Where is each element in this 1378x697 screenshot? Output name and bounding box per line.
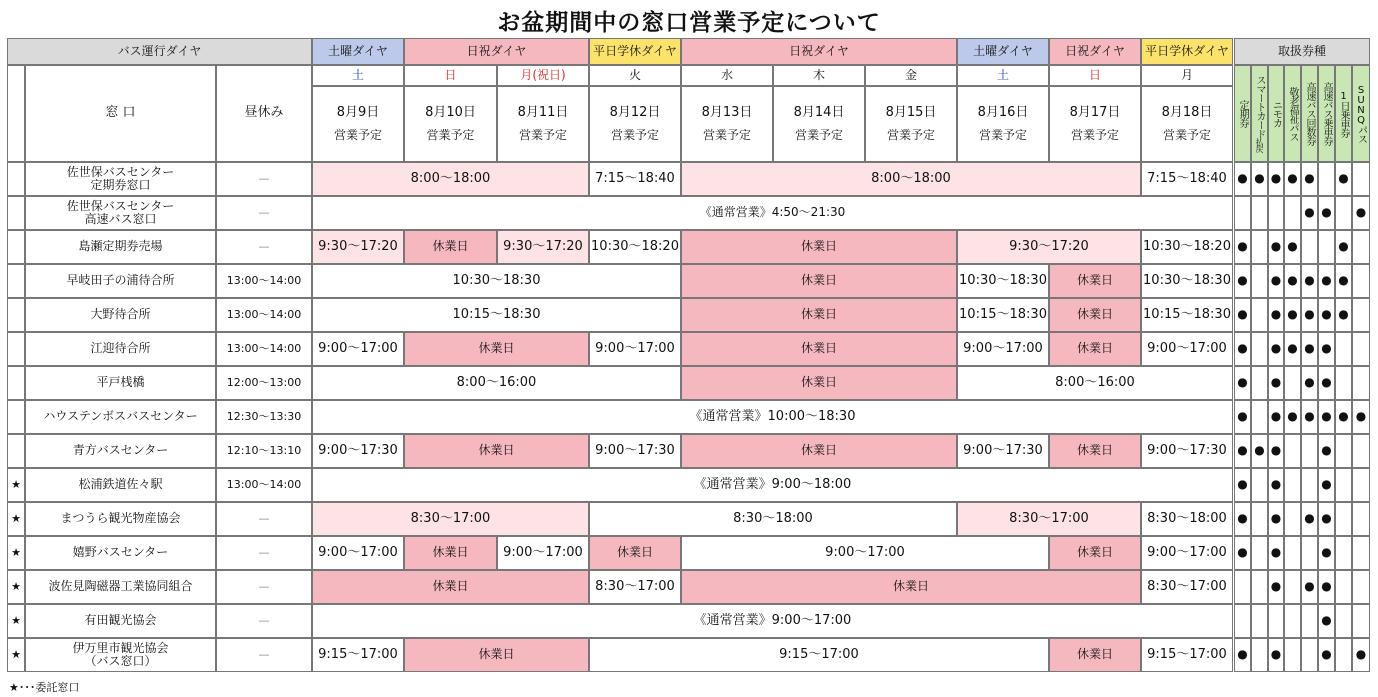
ticket-unavailable: [1234, 570, 1251, 604]
business-plan-label: 営業予定: [333, 127, 382, 142]
ticket-unavailable: [1251, 298, 1268, 332]
hours-cell: 8:30～18:00: [1141, 502, 1233, 536]
ticket-unavailable: [1251, 400, 1268, 434]
ticket-unavailable: [1251, 196, 1268, 230]
ticket-unavailable: [1335, 366, 1352, 400]
day-header: [957, 86, 1049, 162]
hours-cell: 9:30～17:20: [497, 230, 589, 264]
ticket-unavailable: [1251, 366, 1268, 400]
diagram-band: 土曜ダイヤ: [957, 38, 1049, 65]
lunch-break: —: [216, 604, 312, 638]
consignment-star: [7, 298, 25, 332]
ticket-unavailable: [1251, 230, 1268, 264]
ticket-unavailable: [1284, 196, 1301, 230]
day-header: [1141, 86, 1233, 162]
consignment-star: ★: [7, 570, 25, 604]
ticket-unavailable: [1335, 502, 1352, 536]
ticket-available-dot: ●: [1268, 162, 1284, 196]
ticket-unavailable: [1284, 366, 1301, 400]
window-name: 佐世保バスセンター 高速バス窓口: [25, 196, 216, 230]
ticket-unavailable: [1284, 536, 1301, 570]
hours-cell: 10:30～18:20: [589, 230, 681, 264]
ticket-available-dot: ●: [1284, 264, 1301, 298]
ticket-unavailable: [1352, 434, 1370, 468]
lunch-header: 昼休み: [216, 65, 312, 162]
ticket-available-dot: ●: [1284, 162, 1301, 196]
ticket-available-dot: ●: [1284, 400, 1301, 434]
ticket-available-dot: ●: [1234, 230, 1251, 264]
lunch-break: 12:00～13:00: [216, 366, 312, 400]
ticket-available-dot: ●: [1335, 264, 1352, 298]
day-header: [497, 86, 589, 162]
hours-cell: 《通常営業》4:50～21:30: [312, 196, 1233, 230]
ticket-unavailable: [1335, 468, 1352, 502]
ticket-unavailable: [1251, 638, 1268, 672]
weekday-label: 木: [773, 65, 865, 86]
ticket-unavailable: [1352, 230, 1370, 264]
lunch-break: —: [216, 638, 312, 672]
hours-cell: 8:30～18:00: [589, 502, 957, 536]
business-plan-label: 営業予定: [1070, 127, 1119, 142]
closed-day-cell: 休業日: [404, 536, 497, 570]
ticket-unavailable: [1335, 196, 1352, 230]
ticket-available-dot: ●: [1335, 162, 1352, 196]
ticket-unavailable: [1352, 298, 1370, 332]
ticket-available-dot: ●: [1301, 570, 1318, 604]
window-name: ハウステンボスバスセンター: [25, 400, 216, 434]
consignment-star: [7, 162, 25, 196]
ticket-unavailable: [1335, 638, 1352, 672]
weekday-label: 火: [589, 65, 681, 86]
ticket-available-dot: ●: [1268, 502, 1284, 536]
ticket-available-dot: ●: [1268, 366, 1284, 400]
ticket-unavailable: [1335, 332, 1352, 366]
ticket-available-dot: ●: [1335, 230, 1352, 264]
ticket-available-dot: ●: [1268, 298, 1284, 332]
closed-day-cell: 休業日: [681, 298, 957, 332]
consignment-star: [7, 366, 25, 400]
ticket-available-dot: ●: [1318, 434, 1335, 468]
ticket-available-dot: ●: [1284, 230, 1301, 264]
ticket-type-label: 1日乗車券: [1338, 90, 1349, 137]
hours-cell: 8:00～18:00: [681, 162, 1141, 196]
hours-cell: 8:00～18:00: [312, 162, 589, 196]
ticket-available-dot: ●: [1251, 162, 1268, 196]
window-name: 嬉野バスセンター: [25, 536, 216, 570]
hours-cell: 9:00～17:30: [1141, 434, 1233, 468]
ticket-type-label: 敬老福祉パス: [1287, 86, 1298, 141]
business-plan-label: 営業予定: [794, 127, 843, 142]
closed-day-cell: 休業日: [1049, 332, 1141, 366]
closed-day-cell: 休業日: [404, 230, 497, 264]
handled-tickets-header: 取扱券種: [1234, 38, 1370, 65]
ticket-available-dot: ●: [1268, 434, 1284, 468]
hours-cell: 7:15～18:40: [589, 162, 681, 196]
ticket-type-label: スマートカード払戻: [1254, 75, 1265, 152]
ticket-available-dot: ●: [1301, 502, 1318, 536]
bus-schedule-header: バス運行ダイヤ: [7, 38, 312, 65]
date-label: 8月12日: [609, 105, 661, 121]
closed-day-cell: 休業日: [1049, 298, 1141, 332]
ticket-available-dot: ●: [1301, 162, 1318, 196]
ticket-available-dot: ●: [1234, 332, 1251, 366]
ticket-unavailable: [1318, 162, 1335, 196]
business-plan-label: 営業予定: [1162, 127, 1211, 142]
ticket-unavailable: [1352, 468, 1370, 502]
page-title: お盆期間中の窓口営業予定について: [497, 10, 881, 36]
window-name: 大野待合所: [25, 298, 216, 332]
ticket-unavailable: [1352, 604, 1370, 638]
closed-day-cell: 休業日: [589, 536, 681, 570]
lunch-break: —: [216, 162, 312, 196]
consignment-star: ★: [7, 468, 25, 502]
hours-cell: 9:00～17:00: [1141, 332, 1233, 366]
ticket-available-dot: ●: [1234, 264, 1251, 298]
ticket-available-dot: ●: [1352, 638, 1370, 672]
ticket-unavailable: [1251, 264, 1268, 298]
date-label: 8月18日: [1161, 105, 1213, 121]
ticket-type-header: [1318, 65, 1335, 162]
ticket-unavailable: [1284, 468, 1301, 502]
business-plan-label: 営業予定: [886, 127, 935, 142]
window-name: 伊万里市観光協会 （バス窓口）: [25, 638, 216, 672]
date-label: 8月11日: [517, 105, 569, 121]
ticket-available-dot: ●: [1234, 400, 1251, 434]
ticket-type-header: [1335, 65, 1352, 162]
ticket-type-label: 定期券: [1237, 100, 1248, 127]
hours-cell: 9:00～17:00: [312, 332, 404, 366]
hours-cell: 《通常営業》9:00～18:00: [312, 468, 1233, 502]
ticket-unavailable: [1284, 434, 1301, 468]
hours-cell: 8:30～17:00: [312, 502, 589, 536]
diagram-band: 日祝ダイヤ: [681, 38, 957, 65]
hours-cell: 10:15～18:30: [312, 298, 681, 332]
ticket-available-dot: ●: [1352, 196, 1370, 230]
hours-cell: 10:15～18:30: [957, 298, 1049, 332]
ticket-unavailable: [1352, 162, 1370, 196]
weekday-label: 月: [1141, 65, 1233, 86]
ticket-available-dot: ●: [1234, 366, 1251, 400]
ticket-available-dot: ●: [1268, 230, 1284, 264]
ticket-unavailable: [1284, 604, 1301, 638]
closed-day-cell: 休業日: [1049, 638, 1141, 672]
hours-cell: 9:00～17:00: [312, 536, 404, 570]
ticket-unavailable: [1352, 570, 1370, 604]
ticket-unavailable: [1301, 536, 1318, 570]
hours-cell: 10:30～18:20: [1141, 230, 1233, 264]
date-label: 8月9日: [336, 105, 380, 121]
ticket-available-dot: ●: [1234, 162, 1251, 196]
weekday-label: 土: [312, 65, 404, 86]
diagram-band: 平日学休ダイヤ: [1141, 38, 1233, 65]
hours-cell: 8:00～16:00: [957, 366, 1233, 400]
lunch-break: 12:10～13:10: [216, 434, 312, 468]
hours-cell: 8:30～17:00: [1141, 570, 1233, 604]
ticket-available-dot: ●: [1301, 264, 1318, 298]
closed-day-cell: 休業日: [681, 264, 957, 298]
lunch-break: 13:00～14:00: [216, 298, 312, 332]
closed-day-cell: 休業日: [681, 366, 957, 400]
ticket-type-header: [1251, 65, 1268, 162]
ticket-type-header: [1234, 65, 1251, 162]
window-name: 早岐田子の浦待合所: [25, 264, 216, 298]
ticket-available-dot: ●: [1234, 536, 1251, 570]
ticket-available-dot: ●: [1284, 332, 1301, 366]
consignment-star: [7, 434, 25, 468]
ticket-available-dot: ●: [1251, 434, 1268, 468]
business-plan-label: 営業予定: [610, 127, 659, 142]
hours-cell: 10:15～18:30: [1141, 298, 1233, 332]
closed-day-cell: 休業日: [1049, 264, 1141, 298]
window-name: 波佐見陶磁器工業協同組合: [25, 570, 216, 604]
window-name: 佐世保バスセンター 定期券窓口: [25, 162, 216, 196]
weekday-label: 水: [681, 65, 773, 86]
ticket-available-dot: ●: [1318, 264, 1335, 298]
consignment-star: [7, 400, 25, 434]
diagram-band: 日祝ダイヤ: [1049, 38, 1141, 65]
window-name: 江迎待合所: [25, 332, 216, 366]
lunch-break: 13:00～14:00: [216, 332, 312, 366]
ticket-unavailable: [1301, 638, 1318, 672]
hours-cell: 9:15～17:00: [312, 638, 404, 672]
ticket-available-dot: ●: [1318, 196, 1335, 230]
ticket-unavailable: [1284, 570, 1301, 604]
ticket-unavailable: [1301, 434, 1318, 468]
ticket-type-header: [1301, 65, 1318, 162]
consignment-star: [7, 264, 25, 298]
ticket-available-dot: ●: [1318, 468, 1335, 502]
ticket-type-label: SUNQパス: [1355, 84, 1367, 143]
ticket-available-dot: ●: [1284, 298, 1301, 332]
ticket-available-dot: ●: [1268, 536, 1284, 570]
hours-cell: 8:00～16:00: [312, 366, 681, 400]
window-header: 窓 口: [25, 65, 216, 162]
date-label: 8月17日: [1069, 105, 1121, 121]
ticket-available-dot: ●: [1318, 332, 1335, 366]
ticket-unavailable: [1301, 230, 1318, 264]
ticket-available-dot: ●: [1268, 638, 1284, 672]
window-name: 青方バスセンター: [25, 434, 216, 468]
window-name: 有田観光協会: [25, 604, 216, 638]
ticket-available-dot: ●: [1301, 332, 1318, 366]
ticket-available-dot: ●: [1318, 570, 1335, 604]
hours-cell: 《通常営業》9:00～17:00: [312, 604, 1233, 638]
ticket-unavailable: [1251, 332, 1268, 366]
ticket-unavailable: [1352, 332, 1370, 366]
ticket-available-dot: ●: [1268, 468, 1284, 502]
ticket-unavailable: [1335, 570, 1352, 604]
ticket-unavailable: [1301, 468, 1318, 502]
hours-cell: 9:00～17:00: [1141, 536, 1233, 570]
hours-cell: 9:00～17:00: [957, 332, 1049, 366]
lunch-break: —: [216, 570, 312, 604]
ticket-available-dot: ●: [1301, 400, 1318, 434]
consignment-star: ★: [7, 536, 25, 570]
ticket-type-header: [1268, 65, 1284, 162]
consignment-star: [7, 196, 25, 230]
weekday-label: 日: [1049, 65, 1141, 86]
day-header: [404, 86, 497, 162]
ticket-available-dot: ●: [1318, 638, 1335, 672]
ticket-unavailable: [1301, 604, 1318, 638]
ticket-unavailable: [1335, 604, 1352, 638]
weekday-label: 日: [404, 65, 497, 86]
ticket-unavailable: [1234, 196, 1251, 230]
ticket-unavailable: [1352, 264, 1370, 298]
closed-day-cell: 休業日: [681, 332, 957, 366]
ticket-available-dot: ●: [1352, 400, 1370, 434]
ticket-available-dot: ●: [1268, 264, 1284, 298]
ticket-available-dot: ●: [1301, 298, 1318, 332]
consignment-star: ★: [7, 604, 25, 638]
hours-cell: 9:00～17:30: [957, 434, 1049, 468]
ticket-type-header: [1284, 65, 1301, 162]
consignment-star: ★: [7, 502, 25, 536]
closed-day-cell: 休業日: [681, 434, 957, 468]
hours-cell: 10:30～18:30: [312, 264, 681, 298]
ticket-unavailable: [1268, 604, 1284, 638]
ticket-unavailable: [1352, 536, 1370, 570]
consignment-star: ★: [7, 638, 25, 672]
ticket-available-dot: ●: [1318, 400, 1335, 434]
hours-cell: 8:30～17:00: [957, 502, 1141, 536]
hours-cell: 9:00～17:30: [589, 434, 681, 468]
lunch-break: —: [216, 536, 312, 570]
ticket-unavailable: [1352, 366, 1370, 400]
ticket-type-label: 高速バス乗車券: [1321, 82, 1332, 145]
hours-cell: 9:00～17:00: [497, 536, 589, 570]
ticket-unavailable: [1268, 196, 1284, 230]
day-header: [865, 86, 957, 162]
business-plan-label: 営業予定: [426, 127, 475, 142]
ticket-available-dot: ●: [1234, 638, 1251, 672]
business-plan-label: 営業予定: [518, 127, 567, 142]
closed-day-cell: 休業日: [1049, 434, 1141, 468]
lunch-break: 13:00～14:00: [216, 264, 312, 298]
ticket-unavailable: [1251, 536, 1268, 570]
ticket-available-dot: ●: [1318, 298, 1335, 332]
hours-cell: 《通常営業》10:00～18:30: [312, 400, 1233, 434]
ticket-unavailable: [1335, 536, 1352, 570]
day-header: [312, 86, 404, 162]
ticket-unavailable: [1251, 604, 1268, 638]
weekday-label: 土: [957, 65, 1049, 86]
window-name: まつうら観光物産協会: [25, 502, 216, 536]
hours-cell: 9:00～17:00: [589, 332, 681, 366]
ticket-available-dot: ●: [1301, 196, 1318, 230]
day-header: [681, 86, 773, 162]
closed-day-cell: 休業日: [681, 230, 957, 264]
lunch-break: —: [216, 196, 312, 230]
ticket-available-dot: ●: [1318, 536, 1335, 570]
day-header: [773, 86, 865, 162]
ticket-unavailable: [1251, 502, 1268, 536]
ticket-unavailable: [1318, 230, 1335, 264]
hours-cell: 10:30～18:30: [1141, 264, 1233, 298]
ticket-type-header: [1352, 65, 1370, 162]
ticket-available-dot: ●: [1234, 298, 1251, 332]
footnote: ★･･･委託窓口: [9, 681, 80, 694]
ticket-available-dot: ●: [1335, 298, 1352, 332]
ticket-available-dot: ●: [1268, 570, 1284, 604]
window-name: 平戸桟橋: [25, 366, 216, 400]
weekday-label: 月(祝日): [497, 65, 589, 86]
ticket-unavailable: [1284, 638, 1301, 672]
ticket-unavailable: [1234, 604, 1251, 638]
day-header: [1049, 86, 1141, 162]
weekday-label: 金: [865, 65, 957, 86]
hours-cell: 10:30～18:30: [957, 264, 1049, 298]
diagram-band: 土曜ダイヤ: [312, 38, 404, 65]
closed-day-cell: 休業日: [681, 570, 1141, 604]
business-plan-label: 営業予定: [978, 127, 1027, 142]
date-label: 8月10日: [425, 105, 476, 121]
date-label: 8月15日: [885, 105, 937, 121]
star-header-blank: [7, 65, 25, 162]
schedule-table: [7, 38, 1370, 673]
hours-cell: 8:30～17:00: [589, 570, 681, 604]
ticket-available-dot: ●: [1234, 434, 1251, 468]
ticket-available-dot: ●: [1318, 366, 1335, 400]
ticket-unavailable: [1335, 434, 1352, 468]
ticket-unavailable: [1251, 570, 1268, 604]
ticket-available-dot: ●: [1301, 366, 1318, 400]
hours-cell: 9:30～17:20: [312, 230, 404, 264]
ticket-available-dot: ●: [1335, 400, 1352, 434]
consignment-star: [7, 332, 25, 366]
ticket-type-label: ニモカ: [1270, 100, 1282, 127]
closed-day-cell: 休業日: [1049, 536, 1141, 570]
lunch-break: 12:30～13:30: [216, 400, 312, 434]
date-label: 8月14日: [793, 105, 845, 121]
ticket-unavailable: [1251, 468, 1268, 502]
consignment-star: [7, 230, 25, 264]
closed-day-cell: 休業日: [404, 434, 589, 468]
ticket-available-dot: ●: [1234, 468, 1251, 502]
ticket-available-dot: ●: [1318, 604, 1335, 638]
hours-cell: 9:00～17:30: [312, 434, 404, 468]
window-name: 松浦鉄道佐々駅: [25, 468, 216, 502]
lunch-break: —: [216, 230, 312, 264]
ticket-available-dot: ●: [1268, 400, 1284, 434]
day-header: [589, 86, 681, 162]
lunch-break: —: [216, 502, 312, 536]
closed-day-cell: 休業日: [404, 638, 589, 672]
diagram-band: 日祝ダイヤ: [404, 38, 589, 65]
date-label: 8月16日: [977, 105, 1029, 121]
hours-cell: 9:30～17:20: [957, 230, 1141, 264]
hours-cell: 9:00～17:00: [681, 536, 1049, 570]
hours-cell: 9:15～17:00: [1141, 638, 1233, 672]
business-plan-label: 営業予定: [702, 127, 751, 142]
lunch-break: 13:00～14:00: [216, 468, 312, 502]
diagram-band: 平日学休ダイヤ: [589, 38, 681, 65]
ticket-unavailable: [1352, 502, 1370, 536]
hours-cell: 9:15～17:00: [589, 638, 1049, 672]
ticket-available-dot: ●: [1318, 502, 1335, 536]
date-label: 8月13日: [701, 105, 753, 121]
window-name: 島瀬定期券売場: [25, 230, 216, 264]
ticket-type-label: 高速バス回数券: [1304, 82, 1315, 145]
closed-day-cell: 休業日: [404, 332, 589, 366]
ticket-unavailable: [1284, 502, 1301, 536]
ticket-available-dot: ●: [1268, 332, 1284, 366]
closed-day-cell: 休業日: [312, 570, 589, 604]
ticket-available-dot: ●: [1234, 502, 1251, 536]
hours-cell: 7:15～18:40: [1141, 162, 1233, 196]
